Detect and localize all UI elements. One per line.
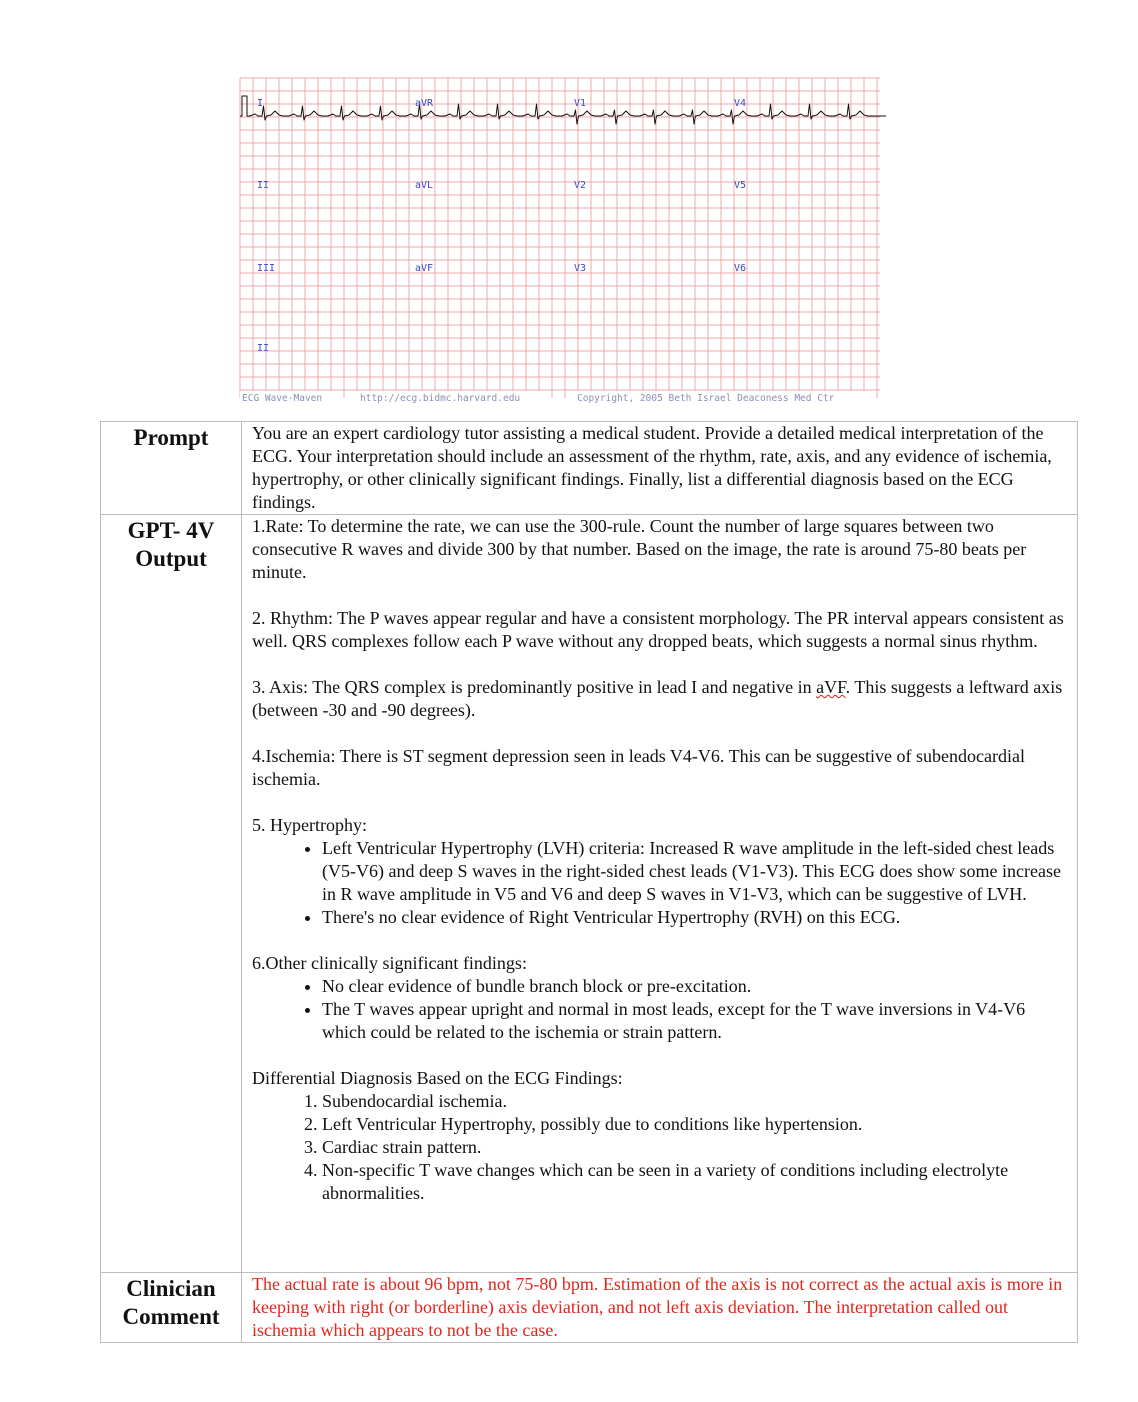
lead-label: V1 (574, 98, 587, 109)
other-findings-list (252, 975, 1069, 1044)
differential-title: Differential Diagnosis Based on the ECG Findings: (252, 1068, 623, 1088)
evaluation-table (100, 421, 1078, 1343)
lead-label: I (257, 98, 264, 109)
list-item: 3. Cardiac strain pattern. (322, 1136, 1069, 1159)
hypertrophy-title: 5. Hypertrophy: (252, 815, 367, 835)
lead-label: II (257, 343, 270, 354)
hypertrophy-list (252, 837, 1069, 929)
output-label: GPT- 4V Output (101, 515, 242, 1273)
lead-label: V5 (734, 180, 747, 191)
list-item: • The T waves appear upright and normal in most leads, except for the T wave inversions in V4-V6 which could be related to the ischemia or strain pattern. (322, 998, 1069, 1044)
rate-paragraph: 1.Rate: To determine the rate, we can use the 300-rule. Count the number of large squares between two consecutive R waves and divide 300 by that number. Based on the image, the rate is around 75-80 beats per minute. (252, 516, 1027, 582)
lead-label: aVL (415, 180, 434, 191)
lead-label: V2 (574, 180, 587, 191)
ischemia-paragraph: 4.Ischemia: There is ST segment depression seen in leads V4-V6. This can be suggestive of subendocardial ischemia. (252, 746, 1025, 789)
output-row (101, 515, 1078, 1273)
lead-label: V6 (734, 263, 747, 274)
prompt-text: You are an expert cardiology tutor assisting a medical student. Provide a detailed medical interpretation of the ECG. Your interpretation should include an assessment of the rhythm, rate, axis, and any evidence of ischemia, hypertrophy, or other clinically significant findings. Finally, list a differential diagnosis based on the ECG findings. (242, 422, 1078, 515)
list-item: • No clear evidence of bundle branch block or pre-excitation. (322, 975, 1069, 998)
prompt-row (101, 422, 1078, 515)
lead-label: V4 (734, 98, 747, 109)
clinician-label: Clinician Comment (101, 1273, 242, 1343)
list-item: 1. Subendocardial ischemia. (322, 1090, 1069, 1113)
lead-label: II (257, 180, 270, 191)
list-item: 4. Non-specific T wave changes which can be seen in a variety of conditions including electrolyte abnormalities. (322, 1159, 1069, 1205)
ecg-footer-url: http://ecg.bidmc.harvard.edu (360, 393, 521, 404)
list-item: 2. Left Ventricular Hypertrophy, possibly due to conditions like hypertension. (322, 1113, 1069, 1136)
clinician-row (101, 1273, 1078, 1343)
list-item: • There's no clear evidence of Right Ventricular Hypertrophy (RVH) on this ECG. (322, 906, 1069, 929)
ecg-footer-copyright: Copyright, 2005 Beth Israel Deaconess Med Ctr (577, 393, 835, 404)
rhythm-paragraph: 2. Rhythm: The P waves appear regular and have a consistent morphology. The PR interval appears consistent as well. QRS complexes follow each P wave without any dropped beats, which suggests a normal sinus rhythm. (252, 608, 1064, 651)
list-item: • Left Ventricular Hypertrophy (LVH) criteria: Increased R wave amplitude in the left-sided chest leads (V5-V6) and deep S waves in the right-sided chest leads (V1-V3). This ECG does show some increase in R wave amplitude in V5 and V6 and deep S waves in V1-V3, which can be suggestive of LVH. (322, 837, 1069, 906)
prompt-label: Prompt (101, 422, 242, 515)
ecg-image (236, 76, 890, 406)
lead-label: aVR (415, 98, 434, 109)
output-text (242, 515, 1078, 1273)
lead-label: III (257, 263, 276, 274)
lead-label: aVF (415, 263, 434, 274)
lead-label: V3 (574, 263, 587, 274)
ecg-footer-source: ECG Wave-Maven (242, 393, 323, 404)
spellcheck-flagged-word: aVF (816, 677, 846, 697)
axis-paragraph: 3. Axis: The QRS complex is predominantly positive in lead I and negative in aVF. This suggests a leftward axis (between -30 and -90 degrees). (252, 677, 1063, 720)
differential-list (252, 1090, 1069, 1205)
other-findings-title: 6.Other clinically significant findings: (252, 953, 527, 973)
clinician-comment: The actual rate is about 96 bpm, not 75-80 bpm. Estimation of the axis is not correct as the actual axis is more in keeping with right (or borderline) axis deviation, and not left axis deviation. The interpretation called out ischemia which appears to not be the case. (242, 1273, 1078, 1343)
